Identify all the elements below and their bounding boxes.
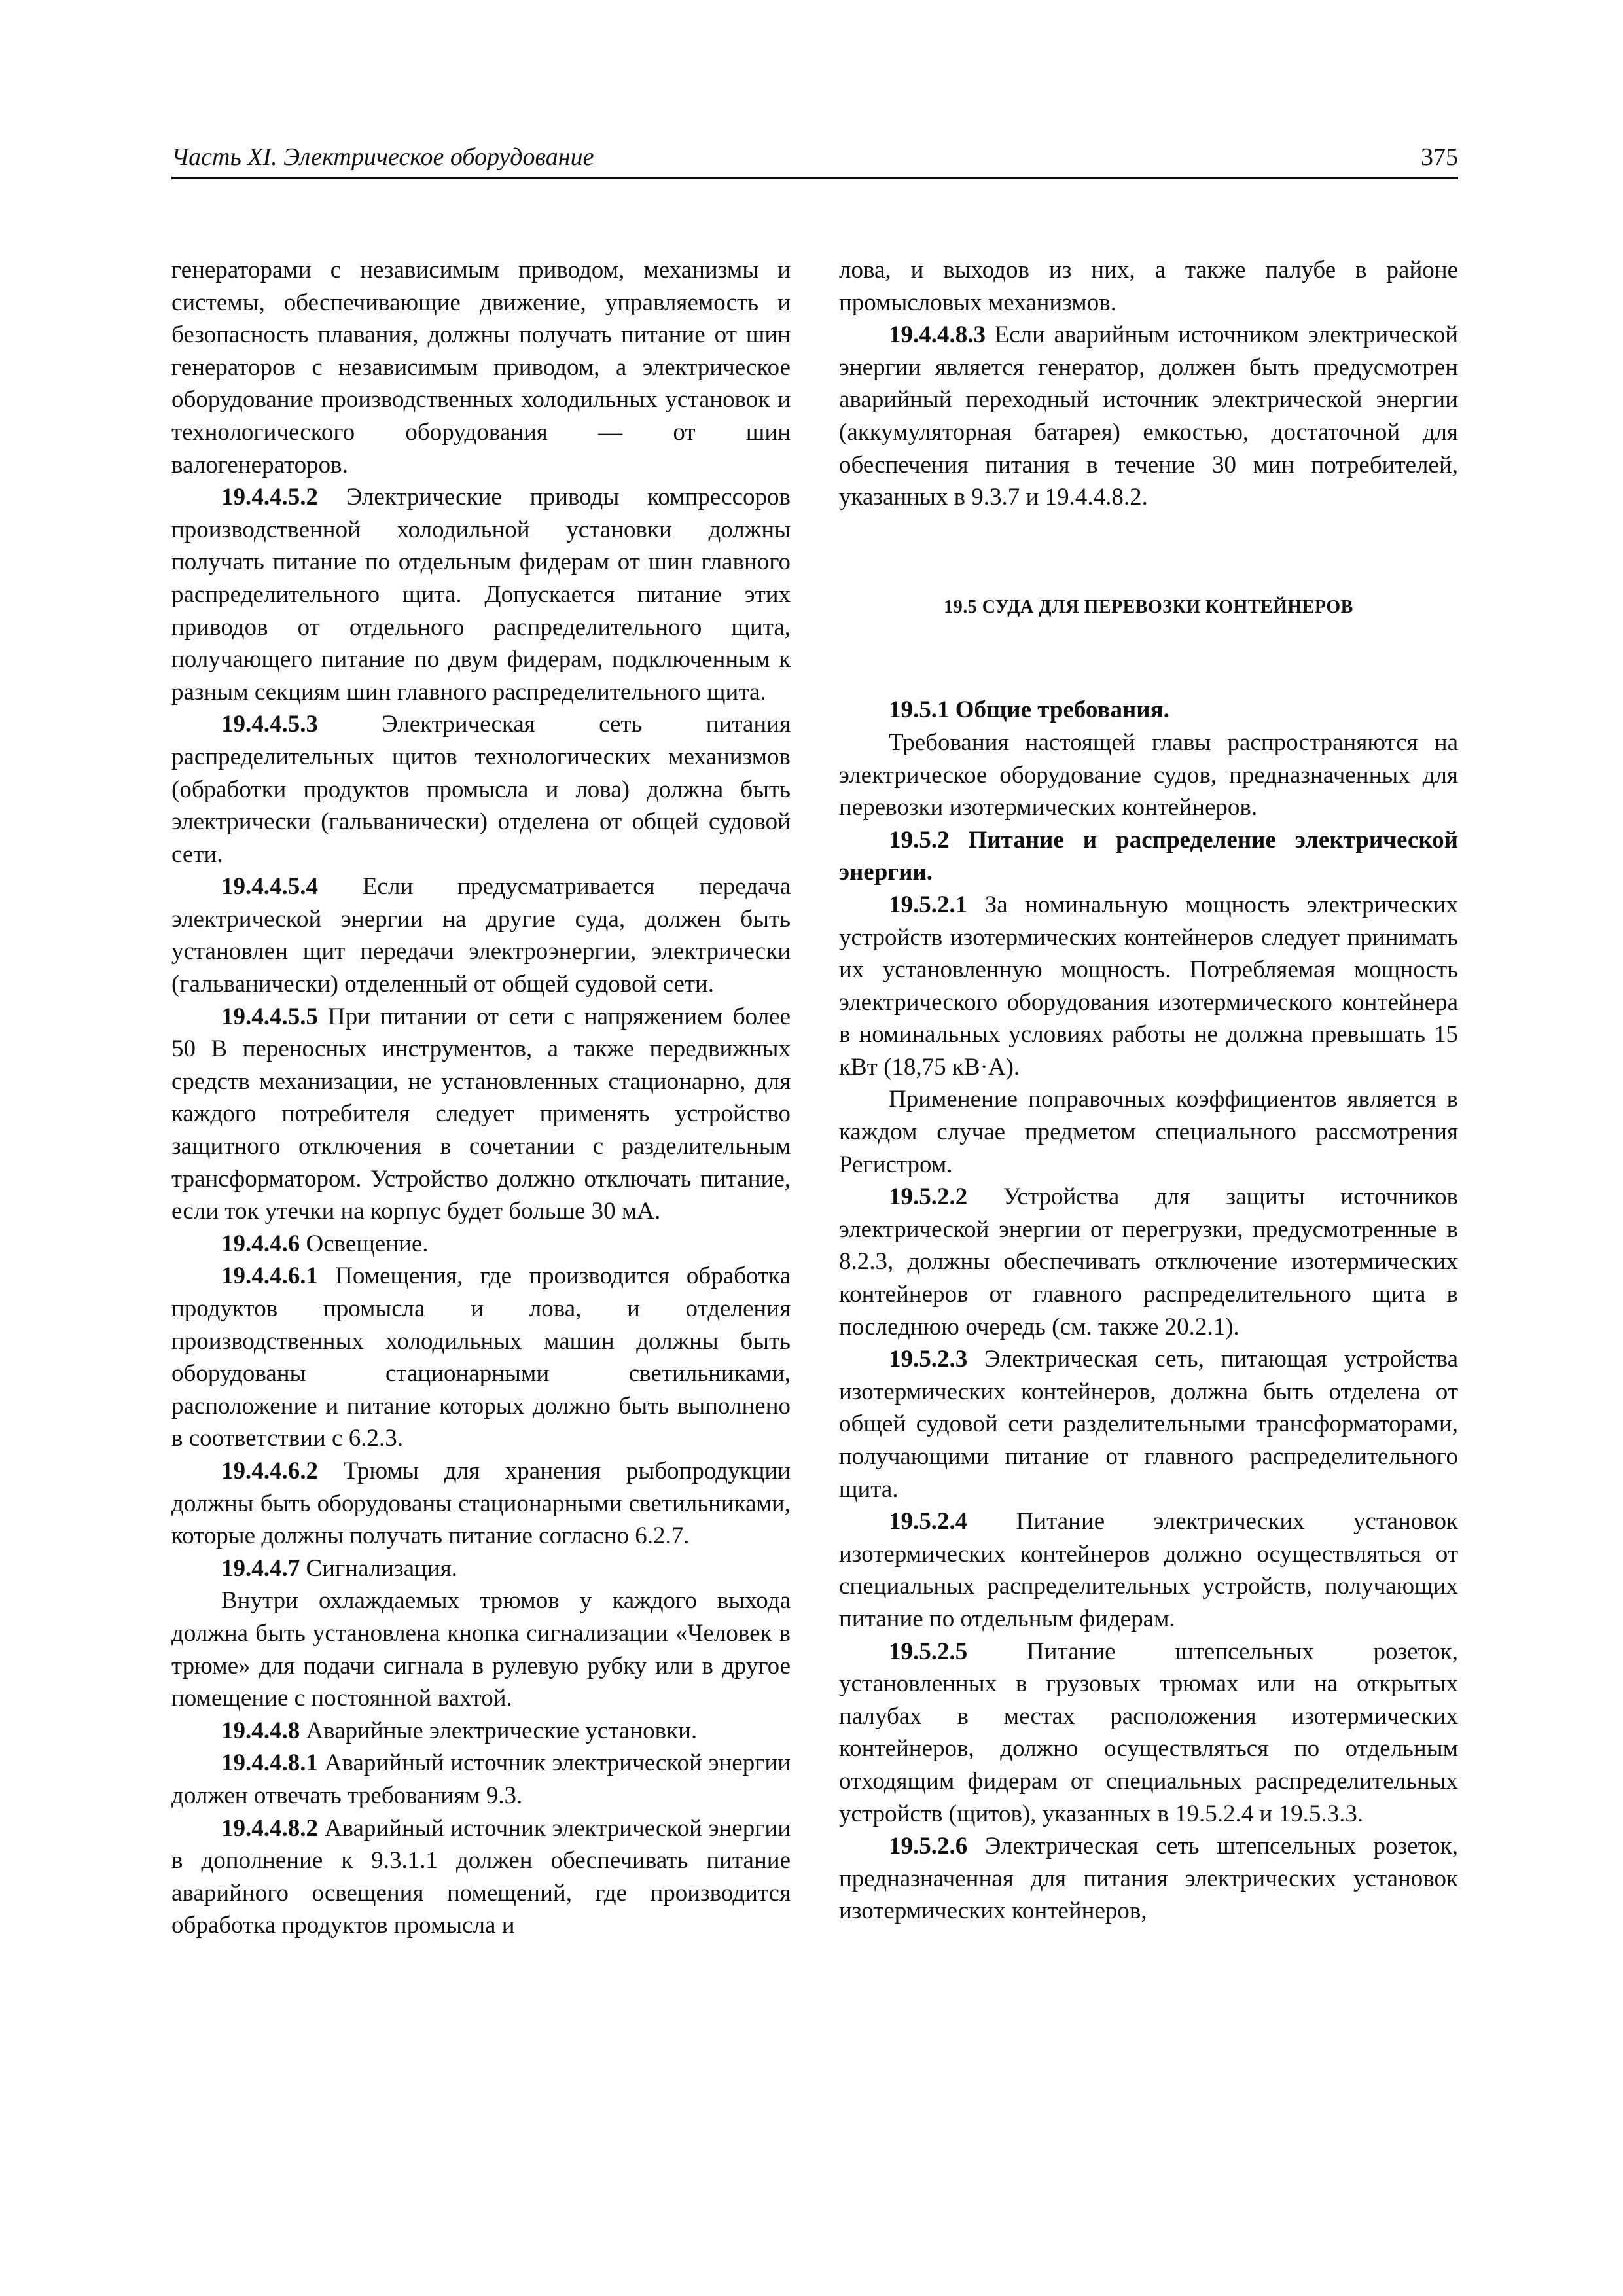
left-column bbox=[171, 254, 791, 1942]
page-number: 375 bbox=[1421, 143, 1458, 171]
paragraph: 19.4.4.7 Сигнализация. bbox=[221, 1554, 457, 1582]
paragraph: 19.5.2.6 Электрическая сеть штепсельных розеток, предназначенная для питания электрических установок изотермических контейнеров, bbox=[839, 1833, 1458, 1925]
paragraph: 19.4.4.5.5 При питании от сети с напряжением более 50 В переносных инструментов, а также передвижных средств механизации, не установленных стационарно, для каждого потребителя следует применять устройство защитного отключения в сочетании с разделительным трансформатором. Устройство должно отключать питание, если ток утечки на корпус будет больше 30 мА. bbox=[171, 1003, 791, 1225]
paragraph: 19.4.4.8.2 Аварийный источник электрической энергии в дополнение к 9.3.1.1 должен обеспечивать питание аварийного освещения помещений, где производится обработка продуктов промысла и bbox=[171, 1814, 791, 1939]
subheading: 19.5.2 Питание и распределение электрической энергии. bbox=[839, 826, 1458, 886]
paragraph: 19.4.4.5.2 Электрические приводы компрессоров производственной холодильной установки должны получать питание по отдельным фидерам от шин главного распределительного щита. Допускается питание этих приводов от отдельного распределительного щита, получающего питание по двум фидерам, подключенным к разным секциям шин главного распределительного щита. bbox=[171, 484, 791, 706]
right-column bbox=[839, 254, 1458, 1928]
paragraph: 19.5.2.5 Питание штепсельных розеток, установленных в грузовых трюмах или на открытых палубах в местах расположения изотермических контейнеров, должно осуществляться по отдельным отходящим фидерам от специальных распределительных устройств (щитов), указанных в 19.5.2.4 и 19.5.3.3. bbox=[839, 1638, 1458, 1827]
paragraph: Требования настоящей главы распространяются на электрическое оборудование судов, предназначенных для перевозки изотермических контейнеров. bbox=[839, 728, 1458, 821]
paragraph: 19.4.4.5.3 Электрическая сеть питания распределительных щитов технологических механизмов (обработки продуктов промысла и лова) должна быть электрически (гальванически) отделена от общей судовой сети. bbox=[171, 711, 791, 868]
paragraph: 19.5.2.4 Питание электрических установок изотермических контейнеров должно осуществляться от специальных распределительных устройств, получающих питание по отдельным фидерам. bbox=[839, 1508, 1458, 1632]
header-rule bbox=[171, 177, 1458, 179]
paragraph: 19.4.4.6.1 Помещения, где производится обработка продуктов промысла и лова, и отделения производственных холодильных машин должны быть оборудованы стационарными светильниками, расположение и питание которых должно быть выполнено в соответствии с 6.2.3. bbox=[171, 1263, 791, 1452]
page-header bbox=[171, 139, 1458, 178]
paragraph: 19.5.2.2 Устройства для защиты источников электрической энергии от перегрузки, предусмотренные в 8.2.3, должны обеспечивать отключение изотермических контейнеров от главного распределительного щита в последнюю очередь (см. также 20.2.1). bbox=[839, 1183, 1458, 1340]
section-heading: 19.5 СУДА ДЛЯ ПЕРЕВОЗКИ КОНТЕЙНЕРОВ bbox=[944, 596, 1353, 617]
paragraph: 19.4.4.8 Аварийные электрические установки. bbox=[221, 1717, 698, 1744]
subheading: 19.5.1 Общие требования. bbox=[889, 696, 1169, 724]
paragraph: 19.4.4.6.2 Трюмы для хранения рыбопродукции должны быть оборудованы стационарными светильниками, которые должны получать питание согласно 6.2.7. bbox=[171, 1457, 791, 1550]
paragraph: 19.5.2.1 За номинальную мощность электрических устройств изотермических контейнеров следует принимать их установленную мощность. Потребляемая мощность электрического оборудования изотермического контейнера в номинальных условиях работы не должна превышать 15 кВт (18,75 кВ·А). bbox=[839, 891, 1458, 1081]
paragraph: генераторами с независимым приводом, механизмы и системы, обеспечивающие движение, управляемость и безопасность плавания, должны получать питание от шин генераторов с независимым приводом, а электрическое оборудование производственных холодильных установок и технологического оборудования — от шин валогенераторов. bbox=[171, 257, 791, 478]
paragraph: 19.4.4.8.1 Аварийный источник электрической энергии должен отвечать требованиям 9.3. bbox=[171, 1749, 791, 1809]
paragraph: 19.4.4.5.4 Если предусматривается передача электрической энергии на другие суда, должен быть установлен щит передачи электроэнергии, электрически (гальванически) отделенный от общей судовой сети. bbox=[171, 873, 791, 998]
paragraph: 19.5.2.3 Электрическая сеть, питающая устройства изотермических контейнеров, должна быть отделена от общей судовой сети разделительными трансформаторами, получающими питание от главного распределительного щита. bbox=[839, 1346, 1458, 1503]
paragraph: лова, и выходов из них, а также палубе в районе промысловых механизмов. bbox=[839, 257, 1458, 316]
paragraph: 19.4.4.6 Освещение. bbox=[221, 1230, 429, 1257]
paragraph: Применение поправочных коэффициентов является в каждом случае предметом специального рассмотрения Регистром. bbox=[839, 1086, 1458, 1178]
paragraph: Внутри охлаждаемых трюмов у каждого выхода должна быть установлена кнопка сигнализации «Человек в трюме» для подачи сигнала в рулевую рубку или в другое помещение с постоянной вахтой. bbox=[171, 1587, 791, 1712]
paragraph: 19.4.4.8.3 Если аварийным источником электрической энергии является генератор, должен быть предусмотрен аварийный переходный источник электрической энергии (аккумуляторная батарея) емкостью, достаточной для обеспечения питания в течение 30 мин потребителей, указанных в 9.3.7 и 19.4.4.8.2. bbox=[839, 321, 1458, 511]
running-title: Часть XI. Электрическое оборудование bbox=[171, 143, 594, 171]
